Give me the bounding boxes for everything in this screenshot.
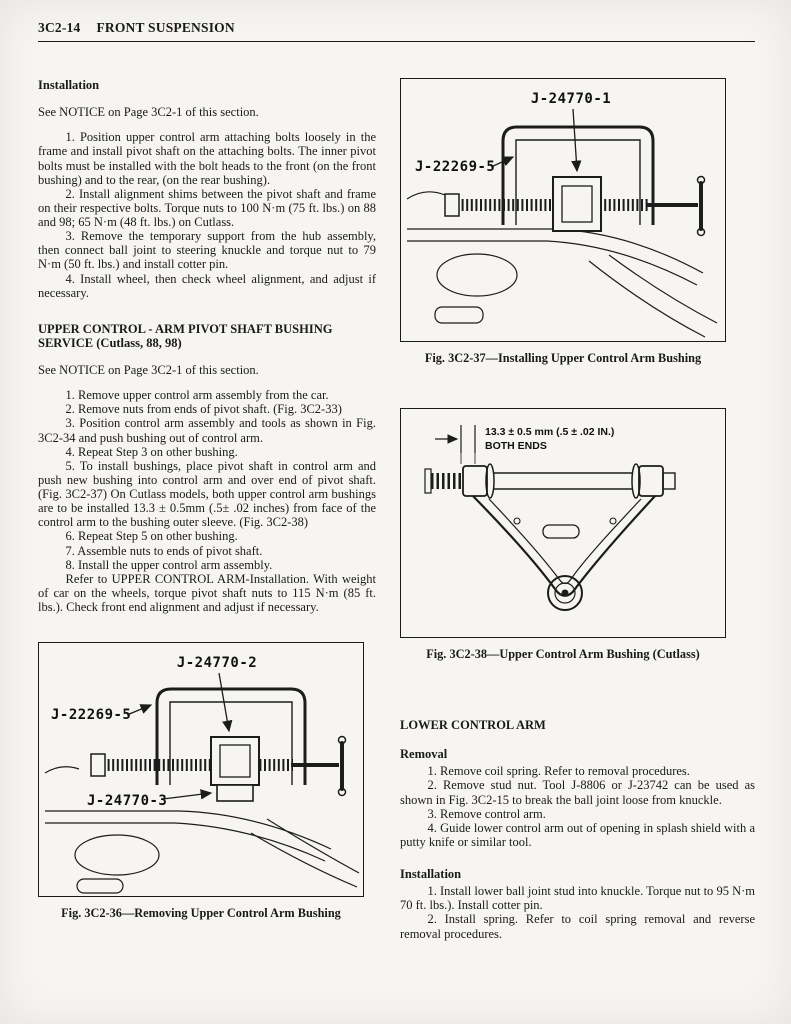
step-paragraph: 3. Position control arm assembly and tools as shown in Fig. 3C2-34 and push bushing out of control arm. (38, 416, 376, 445)
removal-heading: Removal (400, 747, 448, 762)
step-paragraph: 1. Remove coil spring. Refer to removal procedures. (427, 764, 690, 779)
closing-paragraph: Refer to UPPER CONTROL ARM-Installation. With weight of car on the wheels, torque pivot shaft nuts to 115 N·m (85 ft. lbs.). Check front end alignment and adjust if necessary. (38, 571, 376, 614)
pivot-shaft-assembly (425, 464, 675, 498)
leader-arrow (163, 793, 211, 799)
installing-bushing-illustration (401, 79, 723, 341)
step-paragraph: 4. Install wheel, then check wheel alignment, and adjust if necessary. (38, 271, 376, 300)
step-paragraph: 6. Repeat Step 5 on other bushing. (65, 529, 238, 544)
upper-control-arm-service-heading: UPPER CONTROL - ARM PIVOT SHAFT BUSHING SERVICE (Cutlass, 88, 98) (38, 321, 333, 350)
figure-caption: Fig. 3C2-38—Upper Control Arm Bushing (Cutlass) (426, 647, 700, 661)
control-arm-body (473, 496, 655, 596)
control-arm-bushing-illustration (401, 409, 723, 637)
figure-3c2-38 (400, 408, 755, 662)
two-column-layout (38, 78, 755, 941)
receiver-block (211, 737, 259, 801)
installation-heading: Installation (38, 78, 100, 92)
label-j-22269-5: J-22269-5 (51, 707, 132, 724)
step-paragraph: 4. Guide lower control arm out of opening in splash shield with a putty knife or similar tool. (400, 820, 755, 849)
step-paragraph: 2. Install alignment shims between the pivot shaft and frame on their respective bolts. Torque nuts to 100 N·m (75 ft. lbs.) on 88 and 98; 65 N·m (48 ft. lbs.) on Cutlass. (38, 186, 376, 229)
label-j-24770-3: J-24770-3 (87, 793, 168, 810)
label-j-24770-2: J-24770-2 (176, 655, 258, 672)
installation-subheading: Installation (400, 867, 462, 881)
left-column (38, 78, 376, 941)
lower-control-arm-heading: LOWER CONTROL ARM (400, 718, 546, 732)
step-paragraph: 2. Remove stud nut. Tool J-8806 or J-23742 can be used as shown in Fig. 3C2-15 to break the ball joint loose from knuckle. (400, 778, 755, 807)
figure-border (38, 642, 364, 897)
step-paragraph: 3. Remove control arm. (427, 806, 546, 821)
page-header (38, 20, 755, 36)
label-j-22269-5: J-22269-5 (415, 159, 496, 175)
service-steps (38, 388, 376, 614)
step-paragraph: 3. Remove the temporary support from the hub assembly, then connect ball joint to steering knuckle and torque nut to 79 N·m (50 ft. lbs.) and install cotter pin. (38, 229, 376, 272)
step-paragraph: 7. Assemble nuts to ends of pivot shaft. (65, 543, 263, 558)
figure-caption: Fig. 3C2-37—Installing Upper Control Arm Bushing (424, 351, 702, 365)
removal-steps (400, 764, 755, 849)
step-paragraph: 4. Repeat Step 3 on other bushing. (65, 444, 238, 459)
step-paragraph: 2. Install spring. Refer to coil spring removal and reverse removal procedures. (400, 912, 755, 941)
both-ends-text: BOTH ENDS (485, 440, 547, 452)
lower-control-arm-section (400, 718, 755, 941)
receiver-block (553, 177, 601, 231)
figure-border (400, 78, 726, 342)
step-paragraph: 2. Remove nuts from ends of pivot shaft. (Fig. 3C2-33) (65, 402, 342, 417)
step-paragraph: 8. Install the upper control arm assembly. (65, 557, 273, 572)
page-number: 3C2-14 (38, 20, 81, 35)
notice-reference: See NOTICE on Page 3C2-1 of this section. (38, 363, 259, 377)
ball-joint (548, 576, 582, 610)
notice-reference: See NOTICE on Page 3C2-1 of this section. (38, 105, 259, 120)
step-paragraph: 1. Install lower ball joint stud into knuckle. Torque nut to 95 N·m 70 ft. lbs.). Install cotter pin. (400, 884, 755, 913)
page-title: FRONT SUSPENSION (96, 20, 235, 35)
installation-steps (38, 130, 376, 300)
figure-3c2-37 (400, 78, 755, 366)
header-rule (38, 41, 755, 42)
installation-steps (400, 884, 755, 941)
dimension-text: 13.3 ± 0.5 mm (.5 ± .02 IN.) (485, 426, 615, 438)
step-paragraph: 1. Remove upper control arm assembly from the car. (65, 388, 329, 403)
removing-bushing-illustration (39, 643, 361, 896)
figure-border (400, 408, 726, 638)
figure-3c2-36 (38, 642, 376, 921)
label-j-24770-1: J-24770-1 (530, 91, 612, 107)
figure-caption: Fig. 3C2-36—Removing Upper Control Arm Bushing (61, 906, 341, 921)
dimension-callout (435, 425, 614, 464)
frame-outline (45, 767, 359, 893)
step-paragraph: 1. Position upper control arm attaching bolts loosely in the frame and install pivot shaft on the attaching bolts. The inner pivot bolts must be installed with the bolt heads to the front (on the front bushing) and to the rear, (on the rear bushing). (38, 130, 376, 187)
right-column (400, 78, 755, 941)
step-paragraph: 5. To install bushings, place pivot shaft in control arm and push new bushing into control arm and over end of pivot shaft. (Fig. 3C2-37) On Cutlass models, both upper control arm bushings are to be installed 13.3 ± 0.5mm (.5± .02 inches) from face of the control arm to the bushing outer sleeve. (Fig. 3C2-38) (38, 458, 376, 530)
